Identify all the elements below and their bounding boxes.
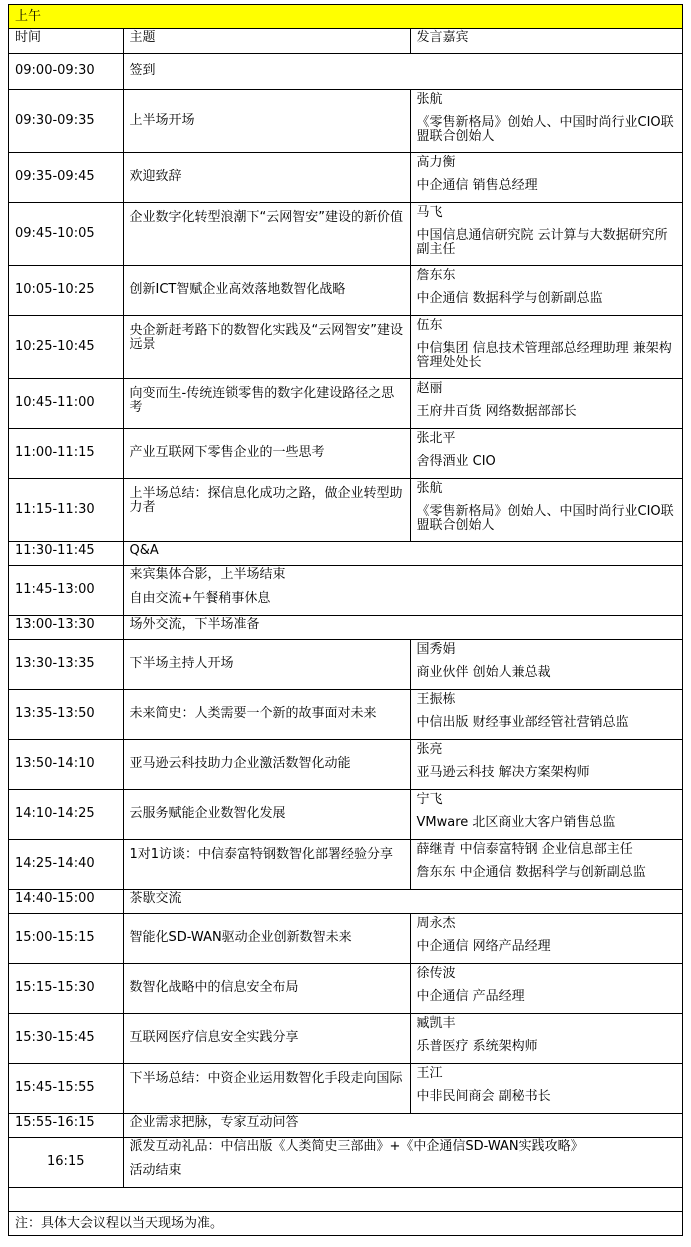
agenda-row: [9, 89, 682, 152]
time-cell: 09:45-10:05: [9, 202, 123, 265]
column-header-speaker: 发言嘉宾: [410, 29, 682, 53]
speaker-name: 赵丽: [416, 380, 443, 396]
speaker-name: 周永杰: [416, 915, 456, 931]
speaker-cell: [410, 265, 682, 315]
speaker-title: 中企通信 数据科学与创新副总监: [416, 290, 603, 306]
speaker-name: 伍东: [416, 317, 443, 333]
topic-cell: 向变而生-传统连锁零售的数字化建设路径之思考: [123, 378, 410, 428]
time-cell: 13:35-13:50: [9, 689, 123, 739]
speaker-cell: [410, 478, 682, 541]
column-header-topic: 主题: [123, 29, 410, 53]
speaker-cell: [410, 739, 682, 789]
agenda-row: [9, 565, 682, 615]
topic-cell: 场外交流，下半场准备: [123, 615, 682, 639]
time-cell: 13:00-13:30: [9, 615, 123, 639]
topic-cell: 企业数字化转型浪潮下“云网智安”建设的新价值: [123, 202, 410, 265]
time-cell: 09:35-09:45: [9, 152, 123, 202]
speaker-title: 中企通信 产品经理: [416, 988, 525, 1004]
topic-cell: Q&A: [123, 541, 682, 565]
speaker-cell: [410, 378, 682, 428]
time-cell: 11:45-13:00: [9, 565, 123, 615]
speaker-cell: [410, 963, 682, 1013]
topic-cell: 上半场总结：探信息化成功之路，做企业转型助力者: [123, 478, 410, 541]
speaker-cell: [410, 1063, 682, 1113]
agenda-table-frame: [8, 4, 683, 1236]
topic-cell: 下半场主持人开场: [123, 639, 410, 689]
speaker-title: 舍得酒业 CIO: [416, 453, 496, 469]
time-cell: 09:30-09:35: [9, 89, 123, 152]
speaker-cell: [410, 639, 682, 689]
topic-cell: 1对1访谈：中信泰富特钢数智化部署经验分享: [123, 839, 410, 889]
speaker-title: 王府井百货 网络数据部部长: [416, 403, 577, 419]
agenda-row: [9, 53, 682, 89]
topic-cell: 欢迎致辞: [123, 152, 410, 202]
topic-cell: 云服务赋能企业数智化发展: [123, 789, 410, 839]
agenda-row: [9, 265, 682, 315]
footnote: 注：具体大会议程以当天现场为准。: [9, 1211, 682, 1235]
agenda-row: [9, 541, 682, 565]
time-cell: 10:25-10:45: [9, 315, 123, 378]
agenda-row: [9, 615, 682, 639]
topic-cell: [123, 1137, 682, 1187]
topic-cell: 下半场总结：中资企业运用数智化手段走向国际: [123, 1063, 410, 1113]
speaker-title: 亚马逊云科技 解决方案架构师: [416, 764, 590, 780]
topic-cell: 互联网医疗信息安全实践分享: [123, 1013, 410, 1063]
topic-cell: 上半场开场: [123, 89, 410, 152]
speaker-title: 《零售新格局》创始人、中国时尚行业CIO联盟联合创始人: [416, 503, 674, 533]
column-header-row: [9, 29, 682, 53]
topic-line: 派发互动礼品：中信出版《人类简史三部曲》+《中企通信SD-WAN实践攻略》: [129, 1138, 584, 1154]
topic-cell: 智能化SD-WAN驱动企业创新数智未来: [123, 913, 410, 963]
agenda-row: [9, 202, 682, 265]
agenda-row: [9, 378, 682, 428]
section-header: 上午: [9, 5, 682, 29]
time-cell: 11:00-11:15: [9, 428, 123, 478]
topic-cell: 创新ICT智赋企业高效落地数智化战略: [123, 265, 410, 315]
speaker-title: VMware 北区商业大客户销售总监: [416, 814, 616, 830]
topic-cell: 央企新赶考路下的数智化实践及“云网智安”建设远景: [123, 315, 410, 378]
speaker-name: 高力衡: [416, 154, 456, 170]
topic-cell: 企业需求把脉，专家互动问答: [123, 1113, 682, 1137]
topic-cell: [123, 565, 682, 615]
topic-line: 活动结束: [129, 1162, 182, 1178]
speaker-cell: [410, 152, 682, 202]
speaker-name: 徐传波: [416, 965, 456, 981]
agenda-row: [9, 1113, 682, 1137]
time-cell: 15:30-15:45: [9, 1013, 123, 1063]
time-cell: 13:50-14:10: [9, 739, 123, 789]
topic-line: 来宾集体合影，上半场结束: [129, 566, 286, 582]
agenda-row: [9, 428, 682, 478]
time-cell: 15:45-15:55: [9, 1063, 123, 1113]
time-cell: 09:00-09:30: [9, 53, 123, 89]
speaker-name: 马飞: [416, 204, 443, 220]
agenda-row: [9, 789, 682, 839]
time-cell: 14:40-15:00: [9, 889, 123, 913]
speaker-name: 张航: [416, 480, 443, 496]
agenda-row: [9, 739, 682, 789]
speaker-title: 中企通信 销售总经理: [416, 177, 538, 193]
topic-cell: 未来简史：人类需要一个新的故事面对未来: [123, 689, 410, 739]
agenda-row: [9, 152, 682, 202]
agenda-row: [9, 1013, 682, 1063]
agenda-row: [9, 839, 682, 889]
time-cell: 14:10-14:25: [9, 789, 123, 839]
column-header-time: 时间: [9, 29, 123, 53]
agenda-row: [9, 963, 682, 1013]
topic-cell: 数智化战略中的信息安全布局: [123, 963, 410, 1013]
agenda-row: [9, 315, 682, 378]
speaker-cell: [410, 689, 682, 739]
speaker-cell: [410, 428, 682, 478]
speaker-title: 中非民间商会 副秘书长: [416, 1088, 551, 1104]
speaker-title: 中国信息通信研究院 云计算与大数据研究所副主任: [416, 227, 668, 257]
speaker-name: 宁飞: [416, 791, 443, 807]
speaker-name: 王振栋: [416, 691, 456, 707]
speaker-name: 詹东东: [416, 267, 456, 283]
speaker-title: 中信出版 财经事业部经管社营销总监: [416, 714, 629, 730]
agenda-row: [9, 1063, 682, 1113]
time-cell: 13:30-13:35: [9, 639, 123, 689]
time-cell: 11:15-11:30: [9, 478, 123, 541]
speaker-title: 詹东东 中企通信 数据科学与创新副总监: [416, 864, 646, 880]
speaker-name: 国秀娟: [416, 641, 456, 657]
topic-cell: 亚马逊云科技助力企业激活数智化动能: [123, 739, 410, 789]
topic-cell: 茶歇交流: [123, 889, 682, 913]
speaker-name: 张航: [416, 91, 443, 107]
time-cell: 10:45-11:00: [9, 378, 123, 428]
agenda-row: [9, 889, 682, 913]
speaker-title: 《零售新格局》创始人、中国时尚行业CIO联盟联合创始人: [416, 114, 674, 144]
speaker-title: 乐普医疗 系统架构师: [416, 1038, 538, 1054]
speaker-cell: [410, 913, 682, 963]
topic-line: 自由交流+午餐稍事休息: [129, 590, 271, 606]
agenda-row: [9, 1137, 682, 1187]
topic-cell: 产业互联网下零售企业的一些思考: [123, 428, 410, 478]
speaker-name: 王江: [416, 1065, 443, 1081]
time-cell: 15:00-15:15: [9, 913, 123, 963]
agenda-row: [9, 639, 682, 689]
speaker-title: 商业伙伴 创始人兼总裁: [416, 664, 551, 680]
speaker-cell: [410, 789, 682, 839]
speaker-cell: [410, 839, 682, 889]
speaker-cell: [410, 202, 682, 265]
agenda-row: [9, 913, 682, 963]
time-cell: 15:15-15:30: [9, 963, 123, 1013]
speaker-cell: [410, 89, 682, 152]
agenda-row: [9, 478, 682, 541]
time-cell: 11:30-11:45: [9, 541, 123, 565]
time-cell: 15:55-16:15: [9, 1113, 123, 1137]
time-cell: 14:25-14:40: [9, 839, 123, 889]
speaker-title: 中信集团 信息技术管理部总经理助理 兼架构管理处处长: [416, 340, 672, 370]
speaker-name: 张北平: [416, 430, 456, 446]
time-cell: 16:15: [9, 1137, 123, 1187]
time-cell: 10:05-10:25: [9, 265, 123, 315]
speaker-name: 臧凯丰: [416, 1015, 456, 1031]
speaker-name: 张亮: [416, 741, 443, 757]
speaker-title: 中企通信 网络产品经理: [416, 938, 551, 954]
speaker-cell: [410, 315, 682, 378]
speaker-name: 薛继青 中信泰富特钢 企业信息部主任: [416, 841, 633, 857]
agenda-row: [9, 689, 682, 739]
speaker-cell: [410, 1013, 682, 1063]
agenda-table: [9, 29, 682, 1188]
topic-cell: 签到: [123, 53, 682, 89]
